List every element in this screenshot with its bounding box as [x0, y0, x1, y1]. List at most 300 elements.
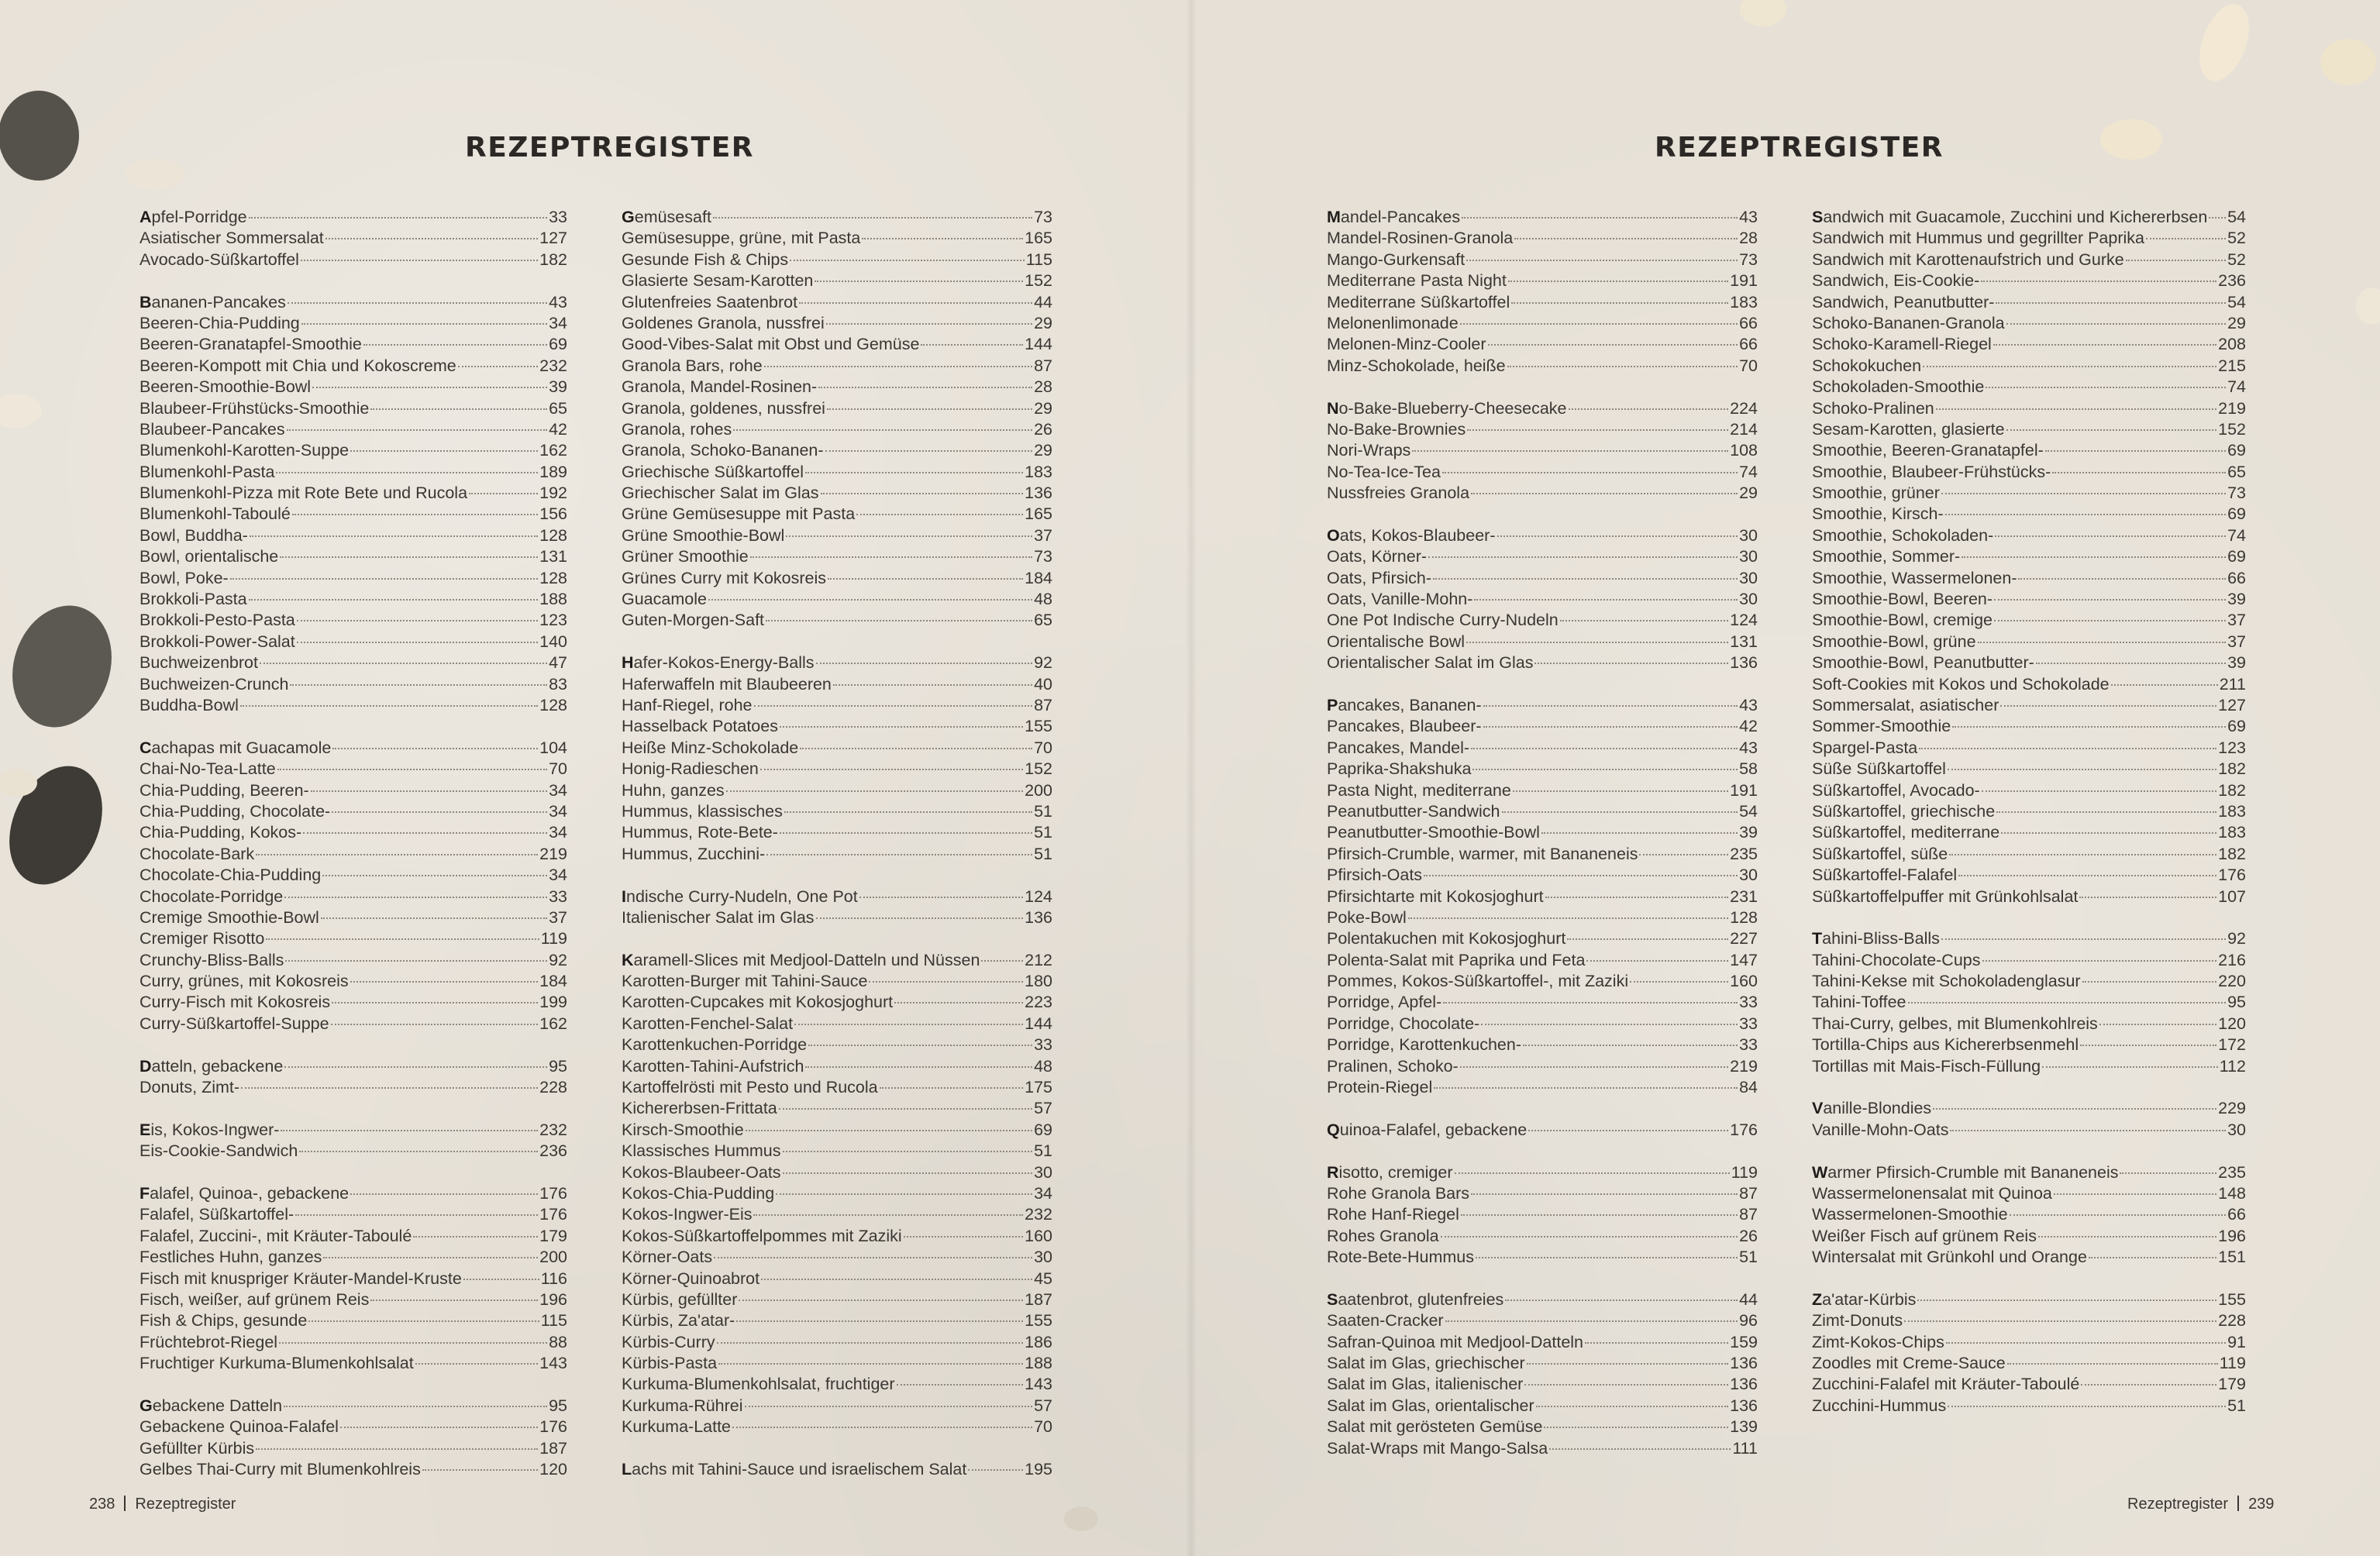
page-number-ref: 51 — [2227, 1396, 2246, 1415]
recipe-name: Smoothie, Schokoladen- — [1812, 525, 1994, 545]
recipe-name: Griechischer Salat im Glas — [622, 484, 819, 503]
recipe-name: Porridge, Chocolate- — [1327, 1014, 1480, 1033]
page-number-ref: 57 — [1034, 1396, 1052, 1415]
page-number-ref: 39 — [1739, 823, 1758, 842]
index-column-left-2 — [622, 207, 1052, 1480]
index-entry — [1812, 589, 2246, 610]
page-number-ref: 183 — [2218, 801, 2246, 821]
page-number-ref: 65 — [1034, 611, 1052, 630]
page-number-ref: 124 — [1730, 611, 1758, 630]
recipe-name: Salat-Wraps mit Mango-Salsa — [1327, 1438, 1548, 1458]
dot-leader — [284, 1066, 547, 1068]
dot-leader — [1408, 917, 1728, 919]
recipe-name: Kokos-Chia-Pudding — [622, 1183, 775, 1203]
nut-right-mid — [2356, 287, 2380, 325]
recipe-name: Sandwich, Peanutbutter- — [1812, 292, 1995, 312]
dot-leader — [1923, 366, 2216, 367]
recipe-name: Sommer-Smoothie — [1812, 717, 1951, 736]
index-entry — [1327, 546, 1758, 567]
page-number-ref: 43 — [1739, 738, 1758, 757]
index-entry — [1812, 1204, 2246, 1225]
dot-leader — [288, 302, 547, 304]
dot-leader — [1455, 1172, 1730, 1174]
index-entry — [1812, 1353, 2246, 1374]
recipe-name: Karottenkuchen-Porridge — [622, 1035, 808, 1055]
dot-leader — [750, 556, 1032, 558]
page-number-ref: 176 — [2218, 866, 2246, 885]
dot-leader — [808, 1045, 1032, 1046]
dot-leader — [880, 1087, 1023, 1089]
recipe-name: Rohe Hanf-Riegel — [1327, 1205, 1459, 1224]
page-number-ref: 29 — [1034, 313, 1052, 332]
page-number-ref: 236 — [539, 1141, 567, 1161]
dot-leader — [1996, 811, 2216, 813]
dot-leader — [825, 450, 1033, 452]
index-entry — [139, 356, 567, 377]
recipe-name: Eis, Kokos-Ingwer- — [139, 1120, 280, 1139]
index-entry — [622, 1034, 1052, 1055]
dot-leader — [821, 493, 1024, 494]
dot-leader — [469, 493, 538, 494]
recipe-name: Porridge, Karottenkuchen- — [1327, 1035, 1521, 1055]
index-entry — [1327, 1077, 1758, 1098]
index-entry — [622, 1226, 1052, 1247]
recipe-name: Früchtebrot-Riegel — [139, 1332, 278, 1351]
index-entry — [1327, 907, 1758, 928]
page-number-ref: 92 — [1034, 653, 1052, 673]
index-entry — [1812, 334, 2246, 355]
recipe-name: Smoothie, grüner — [1812, 484, 1940, 503]
footer-left — [89, 1496, 236, 1513]
dot-leader — [1549, 1448, 1731, 1450]
recipe-name: Indische Curry-Nudeln, One Pot — [622, 886, 858, 906]
index-entry — [622, 546, 1052, 567]
recipe-name: Chai-No-Tea-Latte — [139, 759, 276, 779]
dot-leader — [1467, 429, 1728, 431]
dot-leader — [241, 1087, 538, 1089]
index-entry — [139, 950, 567, 971]
recipe-name: Smoothie-Bowl, Beeren- — [1812, 590, 1993, 609]
index-entry — [139, 250, 567, 270]
page-number-ref: 159 — [1730, 1332, 1758, 1351]
index-entry — [139, 419, 567, 440]
recipe-name: Smoothie-Bowl, cremige — [1812, 611, 1993, 630]
index-entry — [1327, 1014, 1758, 1034]
page-number-ref: 34 — [549, 801, 567, 821]
recipe-name: Kurkuma-Rührei — [622, 1396, 743, 1415]
recipe-name: Chia-Pudding, Beeren- — [139, 780, 309, 800]
dot-leader — [1982, 790, 2216, 792]
page-number-ref: 136 — [1730, 1396, 1758, 1415]
index-entry — [1327, 928, 1758, 949]
page-number-ref: 112 — [2219, 1056, 2246, 1076]
page-number-ref: 74 — [2227, 377, 2246, 397]
nut-top-right-3 — [2190, 0, 2258, 88]
page-number-ref: 127 — [2218, 695, 2246, 714]
dot-leader — [323, 1257, 538, 1258]
page-number-ref: 30 — [1739, 547, 1758, 566]
index-entry — [1327, 334, 1758, 355]
page-number-ref: 232 — [539, 356, 567, 375]
recipe-name: Apfel-Porridge — [139, 208, 247, 226]
dot-leader — [2079, 897, 2216, 898]
recipe-name: Granola, Schoko-Bananen- — [622, 441, 824, 460]
index-entry — [1327, 1183, 1758, 1204]
dot-leader — [312, 387, 547, 388]
index-entry — [1812, 1120, 2246, 1141]
page-number-ref: 136 — [1025, 484, 1052, 503]
page-number-ref: 182 — [2218, 759, 2246, 779]
recipe-name: Donuts, Zimt- — [139, 1078, 240, 1097]
index-entry — [622, 398, 1052, 419]
recipe-name: Buddha-Bowl — [139, 695, 239, 714]
letter-group-gap — [139, 716, 567, 737]
index-entry — [1812, 1332, 2246, 1353]
index-entry — [1812, 1289, 2246, 1310]
index-entry — [139, 610, 567, 631]
page-number-ref: 176 — [1730, 1120, 1758, 1139]
index-entry — [1327, 610, 1758, 631]
index-entry — [1812, 292, 2246, 313]
page-number-ref: 33 — [1739, 1014, 1758, 1033]
dot-leader — [325, 238, 538, 239]
index-entry — [622, 971, 1052, 992]
dot-leader — [780, 726, 1023, 728]
page-number-ref: 30 — [1739, 590, 1758, 609]
page-number-ref: 116 — [540, 1269, 567, 1288]
page-number-ref: 196 — [2218, 1226, 2246, 1245]
index-entry — [1327, 992, 1758, 1013]
page-number-ref: 39 — [549, 377, 567, 397]
dot-leader — [816, 663, 1033, 664]
page-number-ref: 42 — [549, 419, 567, 439]
page-number-ref: 73 — [1034, 547, 1052, 566]
recipe-name: Asiatischer Sommersalat — [139, 229, 324, 248]
index-entry — [622, 377, 1052, 398]
dot-leader — [805, 1066, 1032, 1068]
index-entry — [622, 907, 1052, 928]
recipe-name: Kurkuma-Blumenkohlsalat, fruchtiger — [622, 1375, 895, 1394]
index-entry — [1812, 483, 2246, 504]
recipe-name: Gesunde Fish & Chips — [622, 250, 789, 269]
page-number-ref: 160 — [1025, 1226, 1052, 1245]
recipe-name: Kirsch-Smoothie — [622, 1120, 744, 1139]
page-number-ref: 69 — [2227, 441, 2246, 460]
index-entry — [139, 1438, 567, 1459]
dot-leader — [250, 535, 538, 537]
dot-leader — [463, 1279, 539, 1280]
page-number-ref: 29 — [1034, 398, 1052, 418]
dot-leader — [783, 1172, 1033, 1174]
index-entry — [1812, 546, 2246, 567]
dot-leader — [1497, 535, 1738, 537]
recipe-name: Hummus, Rote-Bete- — [622, 823, 778, 842]
recipe-name: Süßkartoffel, süße — [1812, 844, 1948, 863]
index-entry — [1327, 1396, 1758, 1417]
dot-leader — [1567, 938, 1728, 940]
page-number-ref: 219 — [1730, 1056, 1758, 1076]
dot-leader — [1505, 1300, 1738, 1301]
index-entry — [1327, 440, 1758, 461]
index-entry — [1327, 1120, 1758, 1141]
dot-leader — [1536, 1406, 1728, 1407]
page-number-ref: 44 — [1034, 292, 1052, 312]
index-entry — [622, 822, 1052, 843]
recipe-name: Hummus, klassisches — [622, 801, 783, 821]
index-entry — [1812, 1014, 2246, 1034]
index-entry — [1812, 1396, 2246, 1417]
dot-leader — [458, 366, 538, 367]
index-entry — [622, 1162, 1052, 1183]
page-number-ref: 156 — [539, 504, 567, 524]
footer-divider — [2237, 1496, 2239, 1511]
index-entry — [622, 1183, 1052, 1204]
index-entry — [1812, 462, 2246, 483]
dot-leader — [1502, 811, 1738, 813]
dot-leader — [299, 1151, 538, 1152]
page-number-ref: 51 — [1034, 801, 1052, 821]
recipe-name: Bowl, Poke- — [139, 568, 229, 587]
page-number-ref: 136 — [1730, 653, 1758, 673]
dot-leader — [714, 1257, 1032, 1258]
page-number-ref: 120 — [539, 1460, 567, 1479]
dot-leader — [1528, 1130, 1728, 1131]
recipe-name: Karotten-Burger mit Tahini-Sauce — [622, 972, 868, 991]
page-number-ref: 115 — [1025, 250, 1052, 269]
page-number-ref: 186 — [1025, 1332, 1052, 1351]
dot-leader — [1978, 642, 2227, 643]
page-number-ref: 119 — [2219, 1354, 2246, 1373]
page-number-ref: 182 — [2218, 780, 2246, 800]
index-entry — [1327, 589, 1758, 610]
index-entry — [139, 483, 567, 504]
dot-leader — [894, 1002, 1023, 1003]
nut-top-right-1 — [1740, 0, 1786, 26]
recipe-name: Blumenkohl-Pasta — [139, 462, 275, 481]
recipe-name: Peanutbutter-Sandwich — [1327, 801, 1500, 821]
index-entry — [1327, 270, 1758, 291]
dot-leader — [363, 344, 547, 346]
dot-leader — [818, 387, 1032, 388]
page-number-ref: 66 — [1739, 313, 1758, 332]
recipe-name: Saaten-Cracker — [1327, 1311, 1444, 1331]
page-number-ref: 52 — [2227, 229, 2246, 248]
index-entry — [1812, 610, 2246, 631]
page-number-ref: 236 — [2218, 271, 2246, 291]
recipe-name: Polentakuchen mit Kokosjoghurt — [1327, 929, 1566, 948]
recipe-name: Pancakes, Bananen- — [1327, 695, 1482, 714]
dot-leader — [1462, 217, 1738, 219]
recipe-name: Sandwich mit Hummus und gegrillter Paprika — [1812, 229, 2144, 248]
page-number-ref: 176 — [539, 1205, 567, 1224]
page-number-ref: 33 — [1034, 1035, 1052, 1055]
dot-leader — [1996, 302, 2226, 304]
page-number-ref: 70 — [549, 759, 567, 779]
letter-group-gap — [1327, 377, 1758, 398]
recipe-name: Blumenkohl-Karotten-Suppe — [139, 441, 350, 460]
index-entry — [139, 525, 567, 546]
page-number-ref: 139 — [1730, 1417, 1758, 1437]
recipe-name: Risotto, cremiger — [1327, 1162, 1453, 1182]
recipe-name: Karamell-Slices mit Medjool-Datteln und Nüssen — [622, 950, 980, 969]
recipe-name: Mediterrane Pasta Night — [1327, 271, 1507, 291]
dot-leader — [764, 366, 1032, 367]
recipe-name: Griechische Süßkartoffel — [622, 462, 804, 481]
dot-leader — [1949, 854, 2216, 855]
recipe-name: Kürbis, gefüllter — [622, 1289, 738, 1309]
index-entry — [1812, 759, 2246, 780]
dot-leader — [1513, 790, 1728, 792]
page-number-ref: 42 — [1739, 717, 1758, 736]
recipe-name: Brokkoli-Pesto-Pasta — [139, 611, 295, 630]
index-entry — [139, 1396, 567, 1417]
index-entry — [1327, 462, 1758, 483]
dot-leader — [331, 1024, 539, 1025]
index-entry — [1812, 1183, 2246, 1204]
dot-leader — [1933, 1108, 2216, 1110]
recipe-name: Weißer Fisch auf grünem Reis — [1812, 1226, 2037, 1245]
recipe-name: Karotten-Cupcakes mit Kokosjoghurt — [622, 993, 894, 1012]
footer-label: Rezeptregister — [2127, 1496, 2229, 1513]
dot-leader — [285, 960, 547, 962]
letter-group-gap — [622, 1438, 1052, 1459]
page-number-ref: 155 — [2218, 1289, 2246, 1309]
page-number-ref: 69 — [2227, 717, 2246, 736]
index-entry — [1327, 292, 1758, 313]
dot-leader — [1982, 960, 2217, 962]
index-entry — [622, 292, 1052, 313]
recipe-name: Paprika-Shakshuka — [1327, 759, 1472, 779]
recipe-name: Tahini-Chocolate-Cups — [1812, 950, 1981, 969]
dot-leader — [2209, 217, 2226, 219]
dot-leader — [1460, 1066, 1728, 1068]
recipe-name: Bowl, Buddha- — [139, 525, 248, 545]
dot-leader — [815, 281, 1023, 282]
page-number-ref: 28 — [1739, 229, 1758, 248]
page-number-ref: 115 — [540, 1311, 567, 1331]
index-entry — [622, 844, 1052, 865]
page-number-ref: 34 — [549, 780, 567, 800]
dot-leader — [1639, 854, 1728, 855]
recipe-name: Datteln, gebackene — [139, 1056, 284, 1076]
dot-leader — [1461, 1214, 1738, 1216]
index-entry — [622, 1098, 1052, 1119]
index-entry — [139, 292, 567, 313]
page-number-ref: 48 — [1034, 1056, 1052, 1076]
dot-leader — [2042, 1066, 2218, 1068]
recipe-name: Smoothie, Blaubeer-Frühstücks- — [1812, 462, 2051, 481]
dot-leader — [1917, 1300, 2216, 1301]
page-number-ref: 30 — [1034, 1162, 1052, 1182]
recipe-name: Vanille-Blondies — [1812, 1099, 1932, 1118]
dot-leader — [2089, 1257, 2216, 1258]
recipe-name: Quinoa-Falafel, gebackene — [1327, 1120, 1528, 1139]
recipe-name: Smoothie, Kirsch- — [1812, 504, 1944, 524]
dot-leader — [1442, 472, 1738, 473]
recipe-name: Schoko-Pralinen — [1812, 398, 1934, 418]
page-number-ref: 30 — [2227, 1120, 2246, 1139]
index-entry — [1812, 695, 2246, 716]
dot-leader — [1919, 748, 2216, 749]
recipe-name: Spargel-Pasta — [1812, 738, 1918, 757]
page-number-ref: 69 — [549, 335, 567, 354]
recipe-name: Schoko-Karamell-Riegel — [1812, 335, 1992, 354]
recipe-name: Kürbis-Curry — [622, 1332, 715, 1351]
page-number-ref: 128 — [1730, 907, 1758, 927]
index-entry — [139, 334, 567, 355]
dot-leader — [1471, 748, 1738, 749]
recipe-name: Protein-Riegel — [1327, 1078, 1433, 1097]
recipe-name: Zimt-Kokos-Chips — [1812, 1332, 1944, 1351]
page-number-ref: 127 — [539, 229, 567, 248]
index-entry — [1327, 632, 1758, 652]
index-entry — [1327, 1162, 1758, 1183]
page-number-ref: 87 — [1739, 1205, 1758, 1224]
recipe-name: Kürbis, Za'atar- — [622, 1311, 735, 1331]
index-entry — [1327, 1034, 1758, 1055]
letter-group-gap — [1812, 1269, 2246, 1289]
dot-leader — [1962, 556, 2226, 558]
recipe-name: Hasselback Potatoes — [622, 717, 778, 736]
recipe-name: Crunchy-Bliss-Balls — [139, 950, 284, 969]
page-number-ref: 152 — [1025, 271, 1052, 291]
recipe-name: Heiße Minz-Schokolade — [622, 738, 799, 757]
recipe-name: Falafel, Zuccini-, mit Kräuter-Taboulé — [139, 1226, 412, 1245]
page-number-ref: 131 — [1730, 632, 1758, 651]
page-number-ref: 182 — [2218, 844, 2246, 863]
recipe-name: Rohes Granola — [1327, 1226, 1439, 1245]
index-entry — [1327, 801, 1758, 822]
page-number-ref: 29 — [1034, 441, 1052, 460]
index-entry — [139, 780, 567, 801]
index-entry — [1327, 1056, 1758, 1077]
recipe-name: Fruchtiger Kurkuma-Blumenkohlsalat — [139, 1354, 414, 1373]
index-entry — [1327, 950, 1758, 971]
dot-leader — [308, 1320, 539, 1322]
page-number-ref: 26 — [1739, 1226, 1758, 1245]
page-number-ref: 191 — [1730, 271, 1758, 291]
page-number-ref: 195 — [1025, 1460, 1052, 1479]
index-entry — [139, 759, 567, 780]
dot-leader — [784, 811, 1032, 813]
index-entry — [1812, 738, 2246, 759]
dot-leader — [761, 1279, 1032, 1280]
dot-leader — [1441, 1236, 1738, 1238]
page-number-ref: 66 — [1739, 335, 1758, 354]
dot-leader — [1476, 1257, 1738, 1258]
index-entry — [1327, 1204, 1758, 1225]
recipe-name: Oats, Vanille-Mohn- — [1327, 590, 1473, 609]
index-entry — [139, 674, 567, 695]
letter-group-gap — [1812, 1077, 2246, 1098]
recipe-name: Oats, Körner- — [1327, 547, 1428, 566]
recipe-name: Bowl, orientalische — [139, 547, 279, 566]
recipe-name: Curry, grünes, mit Kokosreis — [139, 972, 349, 991]
page-number-ref: 189 — [539, 462, 567, 481]
dot-leader — [2036, 663, 2226, 664]
page-number-ref: 162 — [539, 441, 567, 460]
dot-leader — [1511, 302, 1728, 304]
dot-leader — [422, 1469, 538, 1471]
index-entry — [1812, 270, 2246, 291]
dot-leader — [1514, 238, 1738, 239]
index-entry — [622, 589, 1052, 610]
recipe-name: Fish & Chips, gesunde — [139, 1311, 308, 1331]
recipe-name: Smoothie, Beeren-Granatapfel- — [1812, 441, 2044, 460]
page-number-ref: 152 — [1025, 759, 1052, 779]
index-entry — [139, 928, 567, 949]
letter-group-gap — [139, 1374, 567, 1395]
